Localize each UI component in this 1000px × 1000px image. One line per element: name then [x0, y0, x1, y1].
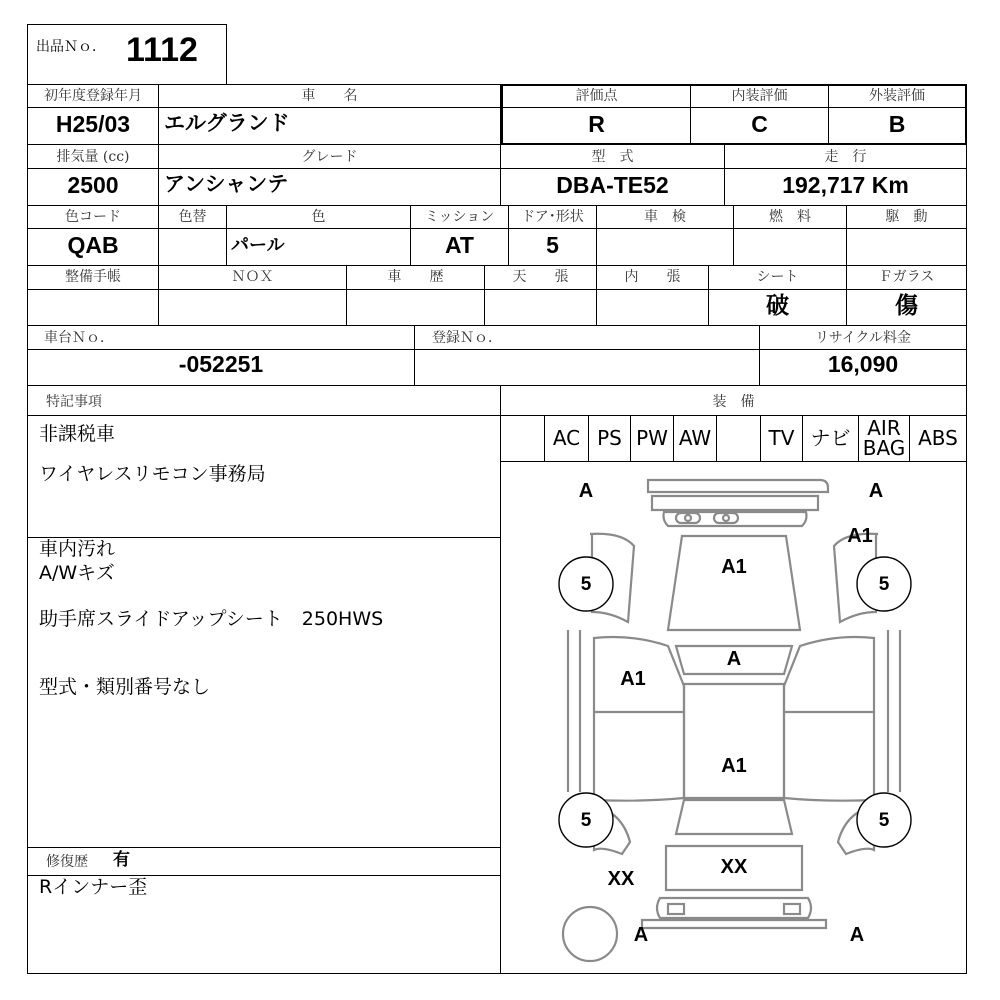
model-label: 型 式 [591, 149, 634, 165]
note-line: ワイヤレスリモコン事務局 [39, 463, 266, 485]
lot-label: 出品Ｎｏ． [36, 39, 106, 55]
chassis-value: -052251 [178, 351, 264, 377]
score-value: R [588, 111, 605, 137]
equip-ac: AC [552, 426, 581, 450]
damage-rear-bumper-left: A [633, 924, 649, 946]
damage-front-left: A [578, 480, 594, 502]
note-line: 非課税車 [39, 423, 116, 445]
equip-tv: TV [768, 426, 795, 450]
equip-abs: ABS [918, 426, 958, 450]
glass-value: 傷 [895, 292, 918, 318]
displacement-value: 2500 [67, 172, 119, 198]
seat-label: シート [756, 269, 799, 285]
damage-front-right: A [868, 480, 884, 502]
reg-label: 登録Ｎｏ． [432, 330, 502, 346]
equip-airbag: BAG [862, 436, 906, 460]
displacement-label: 排気量 (cc) [56, 149, 130, 165]
grade-value: アンシャンテ [164, 173, 289, 196]
note-line: 型式・類別番号なし [39, 676, 211, 698]
damage-roof: A1 [721, 755, 747, 777]
chassis-label: 車台Ｎｏ． [44, 330, 114, 346]
damage-rear-bumper-right: A [849, 924, 865, 946]
car-name-value: エルグランド [164, 112, 290, 135]
first-reg-value: H25/03 [55, 111, 131, 137]
mileage-label: 走 行 [824, 149, 867, 165]
door-label: ドア･形状 [521, 209, 584, 225]
nox-label: ＮＯＸ [231, 269, 274, 285]
car-damage-diagram [502, 462, 966, 972]
equip-ps: PS [597, 426, 622, 450]
exterior-value: B [888, 111, 906, 137]
damage-rear-left: XX [607, 868, 635, 890]
mileage-value: 192,717 Km [782, 172, 909, 198]
tire-front-left: 5 [580, 574, 592, 595]
inner-label: 内 張 [624, 269, 681, 285]
recycle-label: リサイクル料金 [814, 330, 912, 346]
drive-label: 駆 動 [885, 209, 928, 225]
damage-left-door: A1 [620, 668, 646, 690]
damage-tailgate: XX [720, 856, 748, 878]
mission-value: AT [445, 232, 474, 258]
repair-label: 修復歴 [46, 854, 88, 870]
mission-label: ミッション [424, 209, 495, 225]
first-reg-label: 初年度登録年月 [44, 88, 142, 104]
fuel-label: 燃 料 [769, 209, 811, 225]
repair-note: Rインナー歪 [39, 876, 148, 898]
lot-number: 1112 [126, 31, 198, 69]
exterior-label: 外装評価 [869, 88, 925, 104]
repair-value: 有 [113, 850, 130, 870]
recycle-value: 16,090 [827, 351, 899, 377]
damage-roof-front: A [726, 648, 742, 670]
model-value: DBA-TE52 [556, 172, 669, 198]
car-name-label: 車 名 [301, 88, 358, 104]
color-label: 色 [311, 209, 326, 225]
color-code-label: 色コード [65, 209, 121, 225]
note-line: 車内汚れ [39, 538, 116, 560]
equip-aw: AW [678, 426, 712, 450]
maint-label: 整備手帳 [65, 269, 121, 285]
grade-label: グレード [301, 149, 358, 165]
seat-value: 破 [766, 292, 789, 318]
notes-label: 特記事項 [46, 394, 102, 410]
door-value: 5 [546, 232, 559, 258]
interior-label: 内装評価 [731, 88, 788, 104]
note-line: 助手席スライドアップシート 250HWS [39, 608, 384, 630]
equip-pw: PW [636, 426, 668, 450]
ceiling-label: 天 張 [512, 269, 569, 285]
interior-value: C [751, 111, 768, 137]
score-label: 評価点 [575, 88, 618, 104]
tire-front-right: 5 [878, 574, 890, 595]
damage-hood: A1 [721, 556, 747, 578]
note-line: A/Wキズ [39, 562, 115, 584]
inspection-label: 車 検 [644, 209, 686, 225]
equip-navi: ナビ [810, 426, 851, 450]
equipment-label: 装 備 [712, 394, 755, 410]
equip-airbag: AIR [867, 416, 901, 440]
repaint-label: 色替 [178, 209, 207, 225]
color-code-value: QAB [67, 232, 119, 258]
damage-right-fender: A1 [847, 525, 873, 547]
color-value: パール [231, 235, 285, 255]
tire-rear-right: 5 [878, 810, 890, 831]
glass-label: Ｆガラス [878, 269, 935, 285]
tire-rear-left: 5 [580, 810, 592, 831]
history-label: 車 歴 [387, 269, 444, 285]
